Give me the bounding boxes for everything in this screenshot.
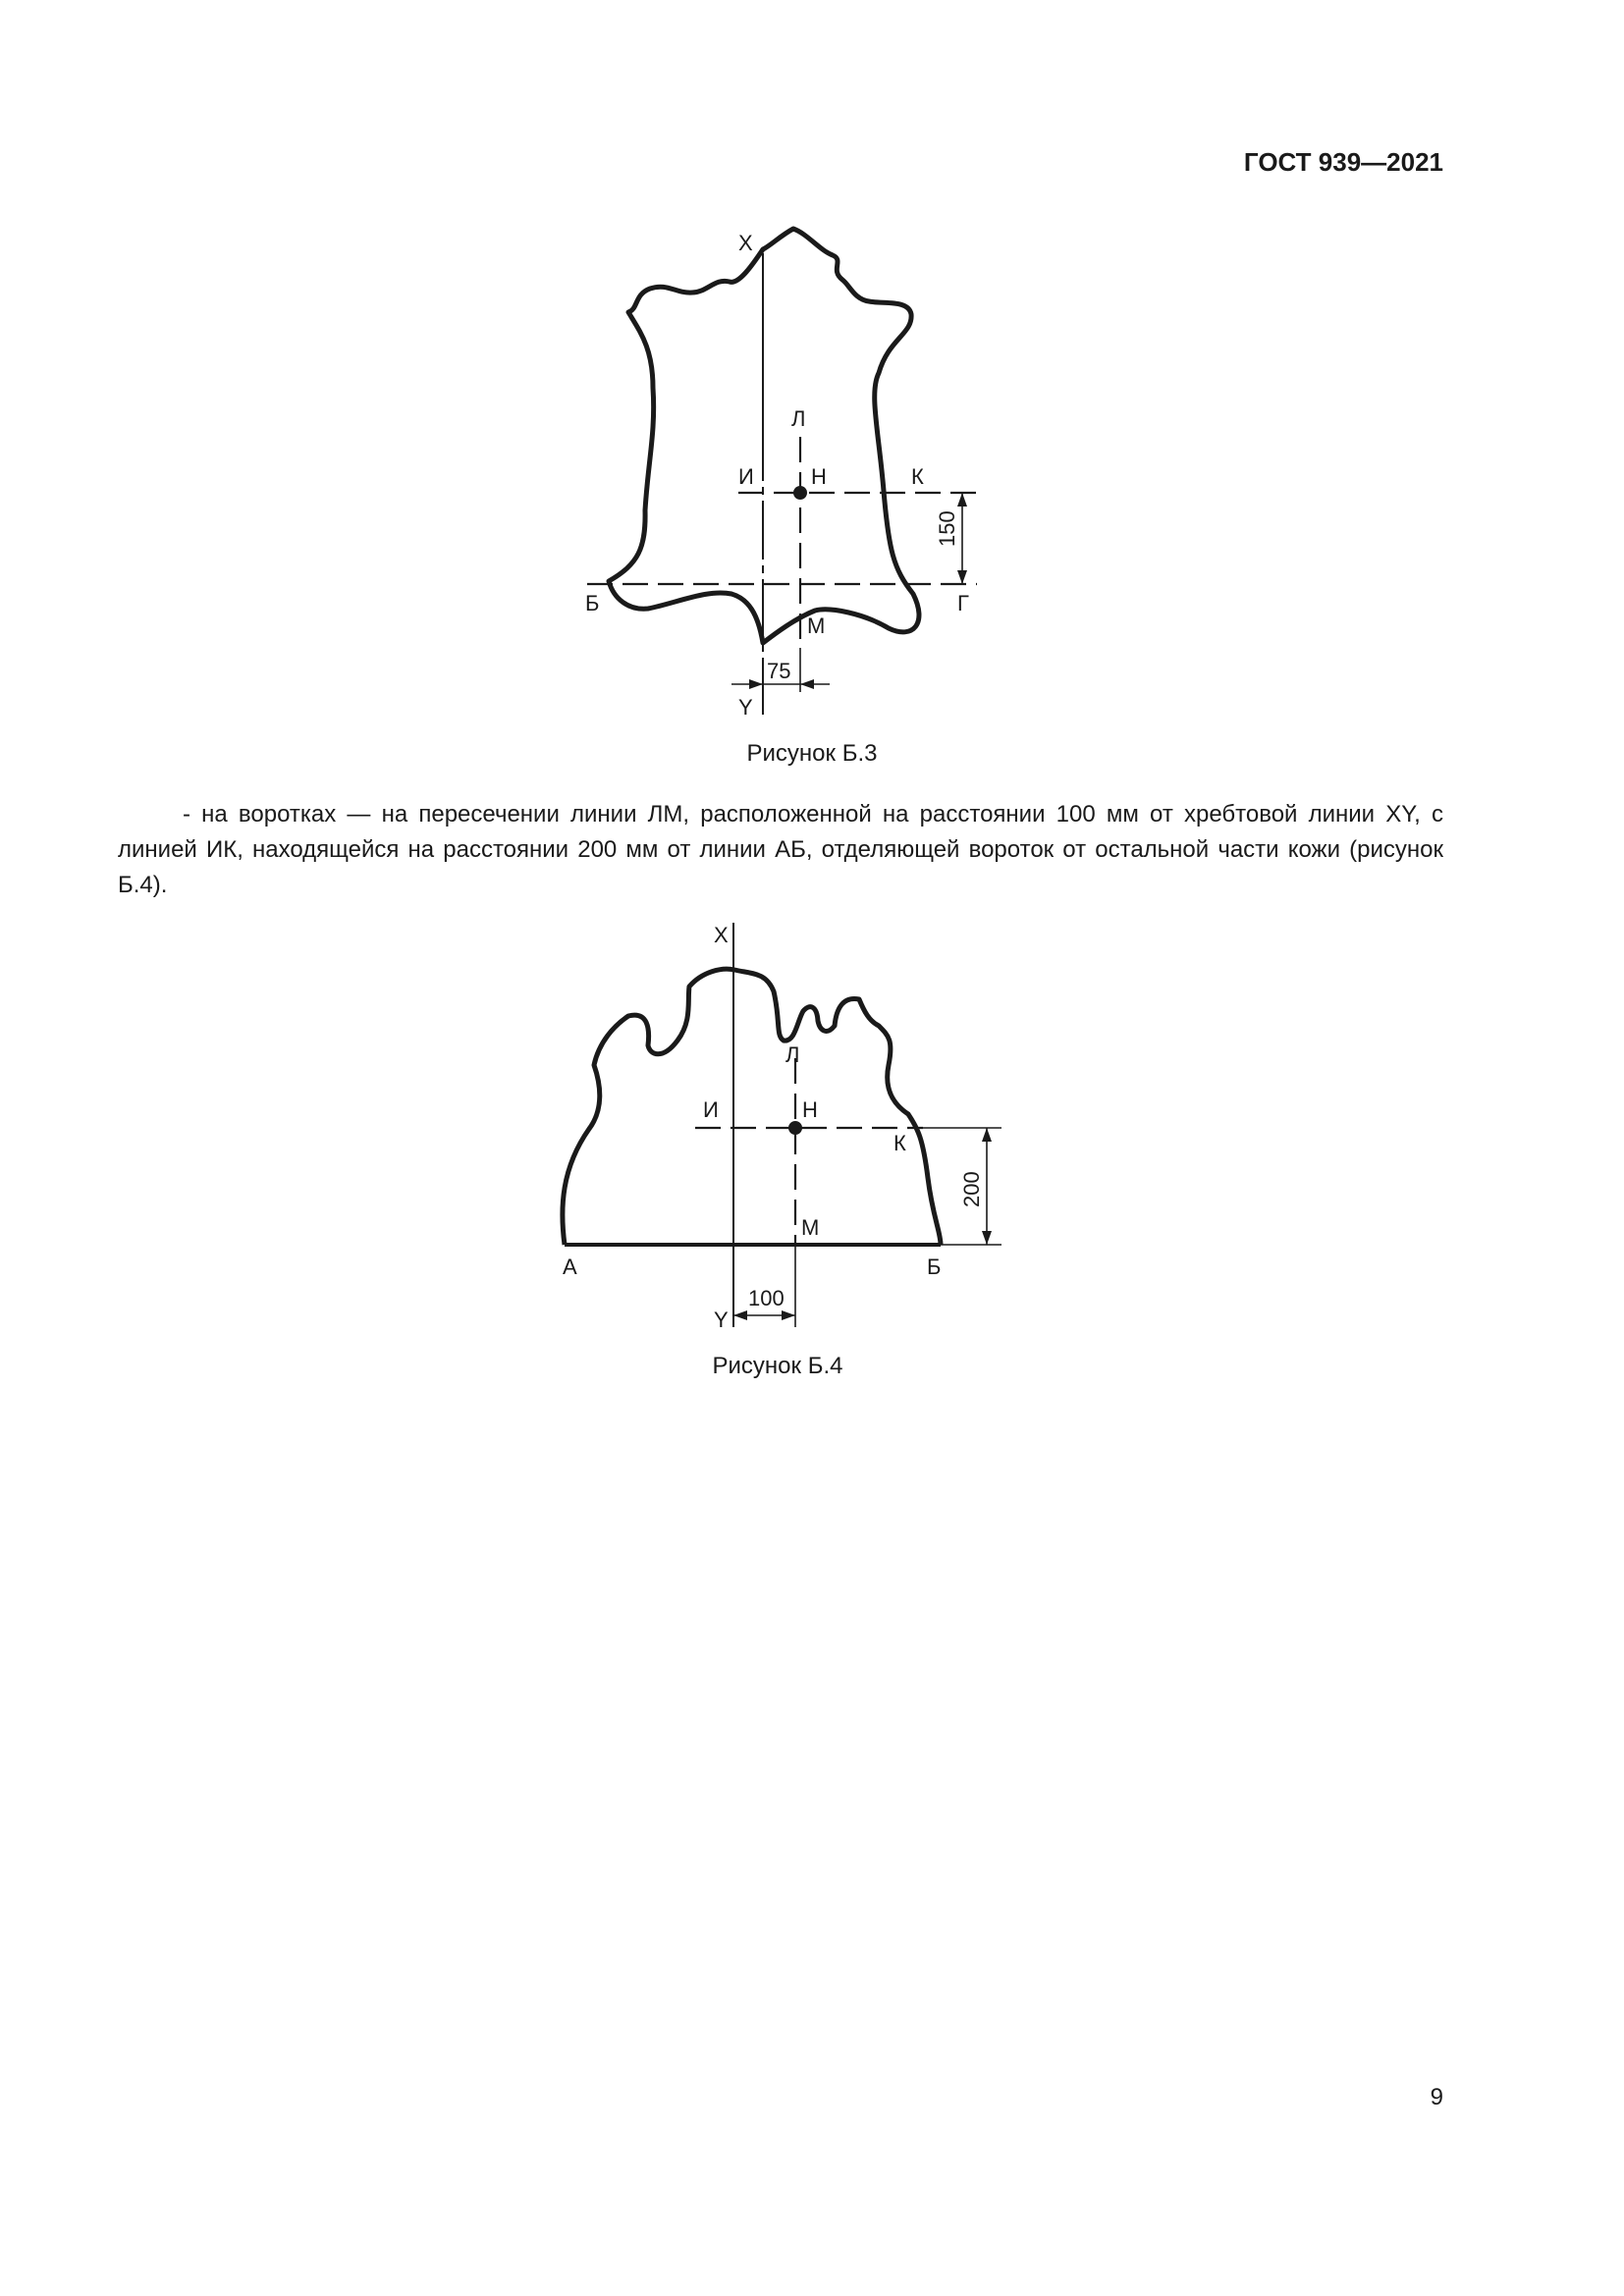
label-n: Н — [802, 1097, 818, 1122]
label-i: И — [703, 1097, 719, 1122]
label-i: И — [738, 464, 754, 489]
figure-b4 — [0, 883, 1624, 1355]
label-m: М — [807, 614, 826, 638]
label-m: М — [801, 1215, 820, 1240]
figure-b3-caption: Рисунок Б.3 — [746, 740, 878, 767]
label-y: Y — [714, 1308, 729, 1332]
dim-100-arrow-left — [733, 1310, 747, 1320]
label-b: Б — [585, 591, 600, 615]
figure-b4-caption: Рисунок Б.4 — [712, 1353, 843, 1379]
label-n: Н — [811, 464, 827, 489]
dim-75-label: 75 — [767, 659, 791, 683]
label-k: К — [911, 464, 924, 489]
point-h — [793, 486, 807, 500]
dim-150-arrow-bottom — [957, 570, 967, 584]
label-y: Y — [738, 695, 753, 720]
dim-200-arrow-top — [982, 1128, 992, 1142]
page-number: 9 — [1430, 2084, 1443, 2110]
point-h — [788, 1121, 802, 1135]
dim-150-arrow-top — [957, 493, 967, 507]
figure-b3-drawing — [0, 0, 1624, 746]
label-x: X — [738, 231, 753, 255]
label-l: Л — [785, 1042, 800, 1067]
dim-75-arrow-left — [749, 679, 763, 689]
document-id: ГОСТ 939—2021 — [1243, 147, 1443, 177]
dim-100-label: 100 — [748, 1286, 785, 1310]
label-k: К — [893, 1131, 906, 1155]
collar-outline — [563, 969, 941, 1245]
dim-75-arrow-right — [800, 679, 814, 689]
label-x: X — [714, 923, 729, 947]
dim-150-label: 150 — [935, 510, 959, 547]
paragraph-text: - на воротках — на пересечении линии ЛМ, расположенной на расстоянии 100 мм от хребтовой линии XY, с линией ИК, находящейся на расстоянии 200 мм от линии АБ, отделяющей вороток от остальной части кожи (рисунок Б.4). — [118, 801, 1443, 898]
figure-b4-drawing — [0, 883, 1624, 1355]
dim-100-arrow-right — [782, 1310, 795, 1320]
label-l: Л — [791, 406, 806, 431]
label-a: А — [563, 1255, 577, 1279]
dim-200-label: 200 — [959, 1171, 984, 1207]
label-g: Г — [957, 591, 969, 615]
label-b: Б — [927, 1255, 942, 1279]
figure-b3 — [0, 0, 1624, 746]
dim-200-arrow-bottom — [982, 1231, 992, 1245]
